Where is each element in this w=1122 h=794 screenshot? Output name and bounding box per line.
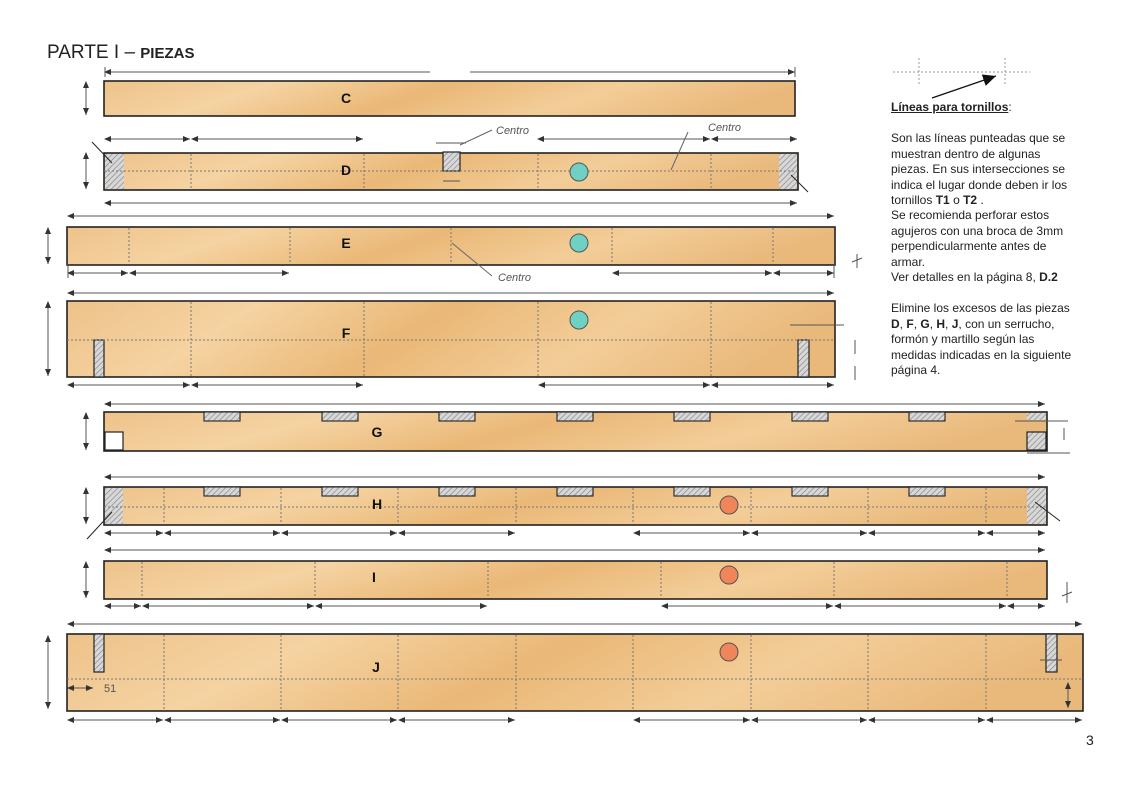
dimension-51: 51 <box>104 683 117 695</box>
piece-f <box>48 293 855 385</box>
piece-e-label: E <box>341 235 351 251</box>
note-paragraph-screws: Son las líneas punteadas que se muestran dentro de algunas piezas. En sus intersecciones se indica el lugar donde deben ir los tornillos T1 o T2 . <box>891 131 1068 208</box>
detail-ref: D.2 <box>1039 270 1058 285</box>
piece-g-label: G <box>371 424 383 440</box>
screw-marker-t1 <box>570 163 588 181</box>
piece-j <box>48 624 1083 720</box>
piece-d <box>86 122 808 203</box>
center-label-d: Centro <box>496 125 530 137</box>
piece-h-label: H <box>371 496 383 512</box>
center-label-d2: Centro <box>708 122 742 134</box>
piece-i-label: I <box>372 569 376 585</box>
piece-c-label: C <box>340 90 352 106</box>
piece-e <box>48 216 862 284</box>
screw-marker-t2 <box>720 496 738 514</box>
piece-i <box>86 550 1072 606</box>
title-part: PARTE I <box>47 42 120 63</box>
instruction-note: Líneas para tornillos: Son las líneas punteadas que se muestran dentro de algunas piezas. En sus intersecciones se indica el lugar donde deben ir los tornillos T1 o T2 . Se recomienda perforar estos agujeros con una broca de 3mm perpendicularmente antes de armar. Ver detalles en la página 8, D.2 Elimine los excesos de las piezas D, F, G, H, J, con un serrucho, formón y martillo según las medidas indicadas en la siguiente página 4. <box>891 100 1081 379</box>
piece-j-label: J <box>372 659 380 675</box>
note-paragraph-ref: Ver detalles en la página 8, D.2 <box>891 270 1058 285</box>
t1-ref: T1 <box>935 193 950 208</box>
note-paragraph-drill: Se recomienda perforar estos agujeros con una broca de 3mm perpendicularmente antes de armar. <box>891 208 1064 269</box>
center-label-e: Centro <box>498 272 532 284</box>
legend-screw-lines <box>893 58 1030 98</box>
piece-c <box>86 67 795 116</box>
piece-f-label: F <box>341 325 351 341</box>
note-paragraph-excess: Elimine los excesos de las piezas D, F, G, H, J, con un serrucho, formón y martillo según las medidas indicadas en la siguiente página 4. <box>891 301 1072 378</box>
piece-g <box>86 404 1070 453</box>
title-dash: – <box>124 42 136 63</box>
piece-d-label: D <box>340 162 352 178</box>
t2-ref: T2 <box>963 193 978 208</box>
piece-h <box>86 477 1060 539</box>
title-section: PIEZAS <box>140 45 195 62</box>
legend-title: Líneas para tornillos <box>891 100 1009 114</box>
page-number: 3 <box>1086 732 1094 748</box>
